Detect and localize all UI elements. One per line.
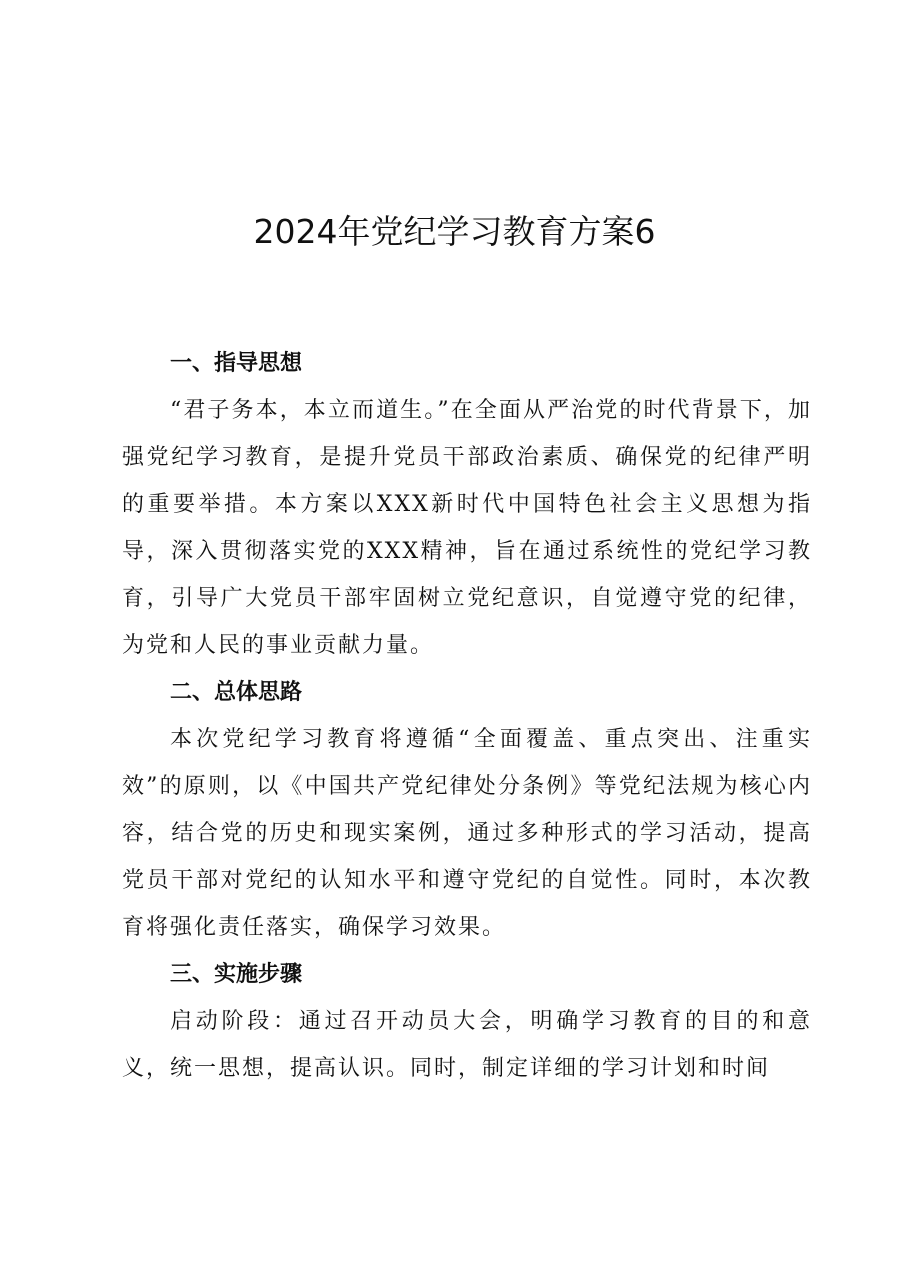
section-overall-approach bbox=[122, 669, 812, 951]
section-implementation-steps bbox=[122, 951, 812, 1092]
section-heading: 一、指导思想 bbox=[170, 351, 303, 376]
section-paragraph: 本次党纪学习教育将遵循“全面覆盖、重点突出、注重实效”的原则，以《中国共产党纪律处分条例》等党纪法规为核心内容，结合党的历史和现实案例，通过多种形式的学习活动，提高党员干部对党纪的认知水平和遵守党纪的自觉性。同时，本次教育将强化责任落实，确保学习效果。 bbox=[122, 727, 812, 940]
section-paragraph: 启动阶段：通过召开动员大会，明确学习教育的目的和意义，统一思想，提高认识。同时，制定详细的学习计划和时间 bbox=[122, 1009, 812, 1081]
section-heading: 三、实施步骤 bbox=[170, 962, 303, 987]
document-body bbox=[122, 340, 812, 1092]
section-heading: 二、总体思路 bbox=[170, 680, 303, 705]
document-title: 2024年党纪学习教育方案6 bbox=[253, 212, 656, 251]
section-paragraph: “君子务本，本立而道生。”在全面从严治党的时代背景下，加强党纪学习教育，是提升党员干部政治素质、确保党的纪律严明的重要举措。本方案以XXX新时代中国特色社会主义思想为指导，深入贯彻落实党的XXX精神，旨在通过系统性的党纪学习教育，引导广大党员干部牢固树立党纪意识，自觉遵守党的纪律，为党和人民的事业贡献力量。 bbox=[122, 398, 812, 658]
section-guiding-ideology bbox=[122, 340, 812, 669]
